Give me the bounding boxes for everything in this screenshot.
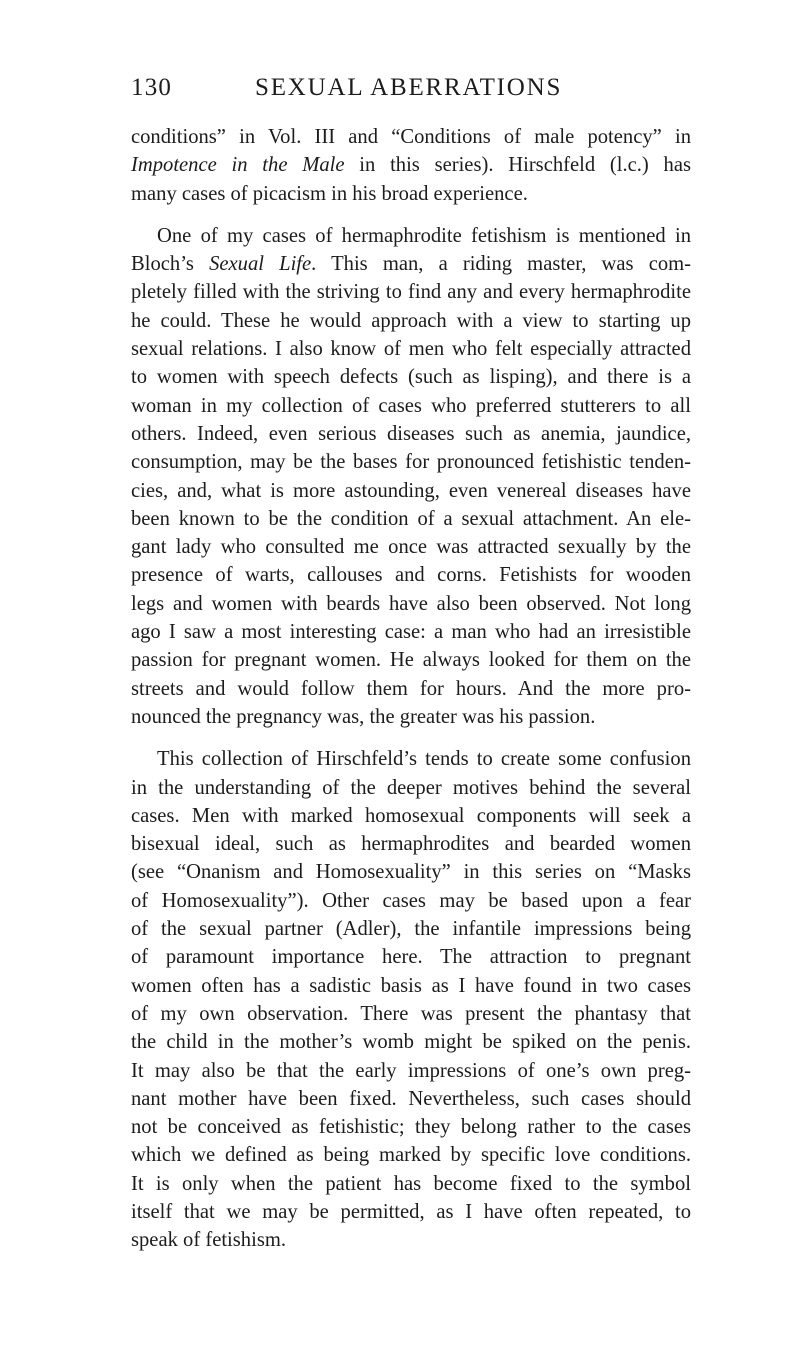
text-line: Bloch’s Sexual Life. This man, a riding master, was com- xyxy=(131,253,692,276)
text-line: cies, and, what is more astounding, even venereal diseases have xyxy=(131,479,691,502)
text-line: woman in my collection of cases who preferred stutterers to all xyxy=(131,394,691,417)
running-head xyxy=(131,74,691,108)
paragraph-gap xyxy=(131,731,691,745)
text-line: he could. These he would approach with a view to starting up xyxy=(131,309,691,332)
text-line: others. Indeed, even serious diseases such as anemia, jaundice, xyxy=(131,422,691,445)
text-line: consumption, may be the bases for pronounced fetishistic tenden- xyxy=(131,451,691,474)
text-line: gant lady who consulted me once was attracted sexually by the xyxy=(131,536,691,559)
text-line: been known to be the condition of a sexual attachment. An ele- xyxy=(131,507,691,530)
text-line: It is only when the patient has become fixed to the symbol xyxy=(131,1172,691,1195)
text-line: passion for pregnant women. He always looked for them on the xyxy=(131,649,691,672)
text-line: bisexual ideal, such as hermaphrodites and bearded women xyxy=(131,833,691,856)
text-line: nant mother have been fixed. Nevertheless, such cases should xyxy=(131,1087,691,1110)
italic-title: Sexual Life xyxy=(209,253,312,276)
paragraph-1 xyxy=(131,123,691,208)
text-line: the child in the mother’s womb might be spiked on the penis. xyxy=(131,1031,691,1054)
text-line: presence of warts, callouses and corns. Fetishists for wooden xyxy=(131,564,691,587)
text-line: It may also be that the early impressions of one’s own preg- xyxy=(131,1059,691,1082)
text-line: speak of fetishism. xyxy=(131,1229,286,1252)
text-line: which we defined as being marked by specific love conditions. xyxy=(131,1144,691,1167)
text-line: (see “Onanism and Homosexuality” in this series on “Masks xyxy=(131,861,691,884)
paragraph-2 xyxy=(131,222,691,731)
running-title: SEXUAL ABERRATIONS xyxy=(255,74,563,101)
text-line: cases. Men with marked homosexual components will seek a xyxy=(131,804,691,827)
text-line: itself that we may be permitted, as I have often repeated, to xyxy=(131,1200,691,1223)
text-line: This collection of Hirschfeld’s tends to create some confusion xyxy=(157,748,691,771)
text-line: Impotence in the Male in this series). Hirschfeld (l.c.) has xyxy=(131,154,691,177)
page-number: 130 xyxy=(131,74,173,101)
text-line: not be conceived as fetishistic; they belong rather to the cases xyxy=(131,1116,691,1139)
text-line: nounced the pregnancy was, the greater was his passion. xyxy=(131,705,596,728)
text-line: in the understanding of the deeper motives behind the several xyxy=(131,776,691,799)
text-line: streets and would follow them for hours. And the more pro- xyxy=(131,677,691,700)
text-line: many cases of picacism in his broad experience. xyxy=(131,182,528,205)
body-text xyxy=(131,123,691,1255)
text-line: sexual relations. I also know of men who felt especially attracted xyxy=(131,338,691,361)
text-line: legs and women with beards have also been observed. Not long xyxy=(131,592,691,615)
paragraph-3 xyxy=(131,745,691,1254)
text-line: conditions” in Vol. III and “Conditions of male potency” in xyxy=(131,126,691,148)
text-line: pletely filled with the striving to find any and every hermaphrodite xyxy=(131,281,691,304)
text-line: of paramount importance here. The attraction to pregnant xyxy=(131,946,691,969)
text-line: of Homosexuality”). Other cases may be based upon a fear xyxy=(131,889,691,912)
text-line: One of my cases of hermaphrodite fetishism is mentioned in xyxy=(157,224,691,247)
text-line: to women with speech defects (such as lisping), and there is a xyxy=(131,366,691,389)
text-line: ago I saw a most interesting case: a man who had an irresistible xyxy=(131,621,691,644)
paragraph-gap xyxy=(131,208,691,222)
text-line: of the sexual partner (Adler), the infantile impressions being xyxy=(131,918,691,941)
text-line: of my own observation. There was present the phantasy that xyxy=(131,1002,691,1025)
text-line: women often has a sadistic basis as I have found in two cases xyxy=(131,974,691,997)
italic-title: Impotence in the Male xyxy=(131,154,345,177)
